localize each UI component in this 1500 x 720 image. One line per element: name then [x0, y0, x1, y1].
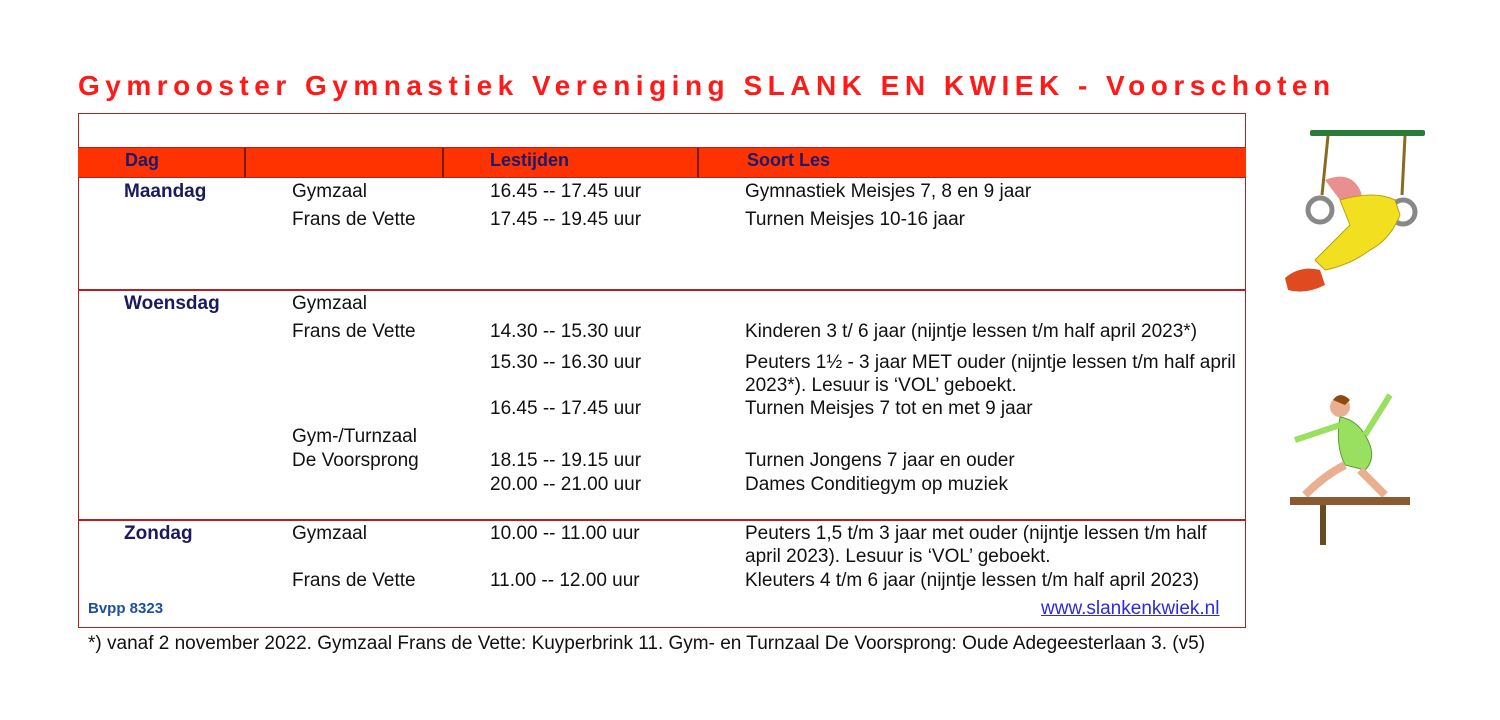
lesson-type: Peuters 1½ - 3 jaar MET ouder (nijntje lessen t/m half april 2023*). Lesuur is ‘VOL’ geboekt.	[745, 352, 1236, 396]
row-divider	[78, 289, 1246, 291]
lesson-time: 16.45 -- 17.45 uur	[490, 398, 642, 419]
lesson-type: Kleuters 4 t/m 6 jaar (nijntje lessen t/m half april 2023)	[745, 570, 1200, 591]
table-header	[78, 147, 1246, 178]
location-label: Frans de Vette	[292, 321, 416, 342]
lesson-time: 16.45 -- 17.45 uur	[490, 181, 642, 202]
lesson-time: 14.30 -- 15.30 uur	[490, 321, 642, 342]
lesson-type: Turnen Jongens 7 jaar en ouder	[745, 450, 1015, 471]
lesson-type: Gymnastiek Meisjes 7, 8 en 9 jaar	[745, 181, 1032, 202]
code-label: Bvpp 8323	[88, 600, 164, 617]
location-label: Frans de Vette	[292, 570, 416, 591]
lesson-type: Dames Conditiegym op muziek	[745, 474, 1008, 495]
location-label: Gymzaal	[292, 523, 367, 544]
day-zondag: Zondag	[124, 523, 193, 544]
header-day: Dag	[125, 150, 160, 170]
lesson-type: Kinderen 3 t/ 6 jaar (nijntje lessen t/m half april 2023*)	[745, 321, 1198, 342]
lesson-time: 11.00 -- 12.00 uur	[490, 570, 640, 591]
location-label: Gym-/Turnzaal	[292, 426, 417, 447]
header-times: Lestijden	[490, 150, 570, 170]
lesson-time: 20.00 -- 21.00 uur	[490, 474, 642, 495]
row-divider	[78, 519, 1246, 521]
footnote: *) vanaf 2 november 2022. Gymzaal Frans de Vette: Kuyperbrink 11. Gym- en Turnzaal De Voorsprong: Oude Adegeesterlaan 3. (v5)	[88, 633, 1206, 654]
location-label: Frans de Vette	[292, 209, 416, 230]
lesson-time: 10.00 -- 11.00 uur	[490, 523, 640, 544]
lesson-type: Peuters 1,5 t/m 3 jaar met ouder (nijntje lessen t/m half april 2023). Lesuur is ‘VOL’ geboekt.	[745, 523, 1207, 567]
day-woensdag: Woensdag	[124, 293, 220, 314]
page-title: Gymrooster Gymnastiek Vereniging SLANK EN KWIEK - Voorschoten	[78, 70, 1336, 101]
location-label: De Voorsprong	[292, 450, 419, 471]
lesson-type: Turnen Meisjes 7 tot en met 9 jaar	[745, 398, 1033, 419]
gymnast-beam-icon	[1285, 375, 1435, 550]
lesson-time: 15.30 -- 16.30 uur	[490, 352, 642, 373]
lesson-time: 18.15 -- 19.15 uur	[490, 450, 642, 471]
lesson-time: 17.45 -- 19.45 uur	[490, 209, 642, 230]
gymnast-rings-icon	[1280, 120, 1430, 300]
header-type: Soort Les	[747, 150, 831, 170]
website-link[interactable]: www.slankenkwiek.nl	[1041, 598, 1220, 619]
lesson-type: Turnen Meisjes 10-16 jaar	[745, 209, 966, 230]
location-label: Gymzaal	[292, 293, 367, 314]
day-maandag: Maandag	[124, 181, 207, 202]
location-label: Gymzaal	[292, 181, 367, 202]
